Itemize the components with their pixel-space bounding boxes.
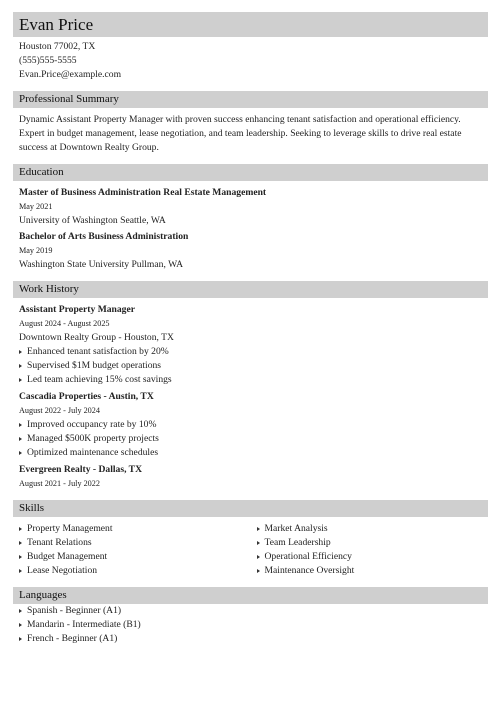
skills-column-right xyxy=(251,522,489,578)
skills-list xyxy=(13,522,488,578)
language-item: Mandarin - Intermediate (B1) xyxy=(19,618,488,632)
education-heading xyxy=(13,164,488,181)
language-item: Spanish - Beginner (A1) xyxy=(19,604,488,618)
work-heading xyxy=(13,281,488,298)
language-item: French - Beginner (A1) xyxy=(19,632,488,646)
job-entry xyxy=(13,390,488,460)
languages-list xyxy=(13,604,488,646)
skill-item: Operational Efficiency xyxy=(257,550,489,564)
degree: Master of Business Administration Real Estate Management xyxy=(19,187,267,198)
skill-item: Market Analysis xyxy=(257,522,489,536)
degree: Bachelor of Arts Business Administration xyxy=(19,231,189,242)
summary-heading xyxy=(13,91,488,108)
summary-text: Dynamic Assistant Property Manager with proven success enhancing tenant satisfaction and operational efficiency. Expert in budget management, lease negotiation, and team leadership. Seeking to leverage skills to drive real estate success at Downtown Realty Group. xyxy=(19,114,462,153)
job-bullets xyxy=(13,418,488,460)
skill-item: Maintenance Oversight xyxy=(257,564,489,578)
list-item: Managed $500K property projects xyxy=(19,432,488,446)
email: Evan.Price@example.com xyxy=(19,69,122,80)
job-company: Downtown Realty Group - Houston, TX xyxy=(19,332,174,343)
job-title: Assistant Property Manager xyxy=(19,304,135,315)
contact-info xyxy=(13,40,488,82)
job-dates: August 2022 - July 2024 xyxy=(19,406,100,415)
skills-heading-label: Skills xyxy=(19,502,45,514)
graduation-date: May 2019 xyxy=(19,246,53,255)
name-header xyxy=(13,12,488,37)
list-item: Enhanced tenant satisfaction by 20% xyxy=(19,345,488,359)
skills-column-left xyxy=(13,522,251,578)
summary-heading-label: Professional Summary xyxy=(19,93,119,105)
languages-heading-label: Languages xyxy=(19,589,67,601)
languages-heading xyxy=(13,587,488,604)
graduation-date: May 2021 xyxy=(19,202,53,211)
job-dates: August 2021 - July 2022 xyxy=(19,479,100,488)
job-entry xyxy=(13,303,488,387)
skills-heading xyxy=(13,500,488,517)
address: Houston 77002, TX xyxy=(19,41,96,52)
list-item: Supervised $1M budget operations xyxy=(19,359,488,373)
job-title: Cascadia Properties - Austin, TX xyxy=(19,391,154,402)
education-entry xyxy=(13,230,488,272)
list-item: Optimized maintenance schedules xyxy=(19,446,488,460)
list-item: Improved occupancy rate by 10% xyxy=(19,418,488,432)
work-heading-label: Work History xyxy=(19,283,79,295)
education-heading-label: Education xyxy=(19,166,64,178)
school: Washington State University Pullman, WA xyxy=(19,259,183,270)
skill-item: Property Management xyxy=(19,522,251,536)
skill-item: Tenant Relations xyxy=(19,536,251,550)
skill-item: Lease Negotiation xyxy=(19,564,251,578)
skill-item: Budget Management xyxy=(19,550,251,564)
job-entry xyxy=(13,463,488,491)
job-title: Evergreen Realty - Dallas, TX xyxy=(19,464,143,475)
job-bullets xyxy=(13,345,488,387)
education-list xyxy=(13,186,488,272)
job-dates: August 2024 - August 2025 xyxy=(19,319,110,328)
phone: (555)555-5555 xyxy=(19,55,77,66)
work-list xyxy=(13,303,488,491)
skill-item: Team Leadership xyxy=(257,536,489,550)
school: University of Washington Seattle, WA xyxy=(19,215,166,226)
candidate-name: Evan Price xyxy=(19,15,94,34)
resume-page xyxy=(13,12,488,646)
list-item: Led team achieving 15% cost savings xyxy=(19,373,488,387)
education-entry xyxy=(13,186,488,228)
